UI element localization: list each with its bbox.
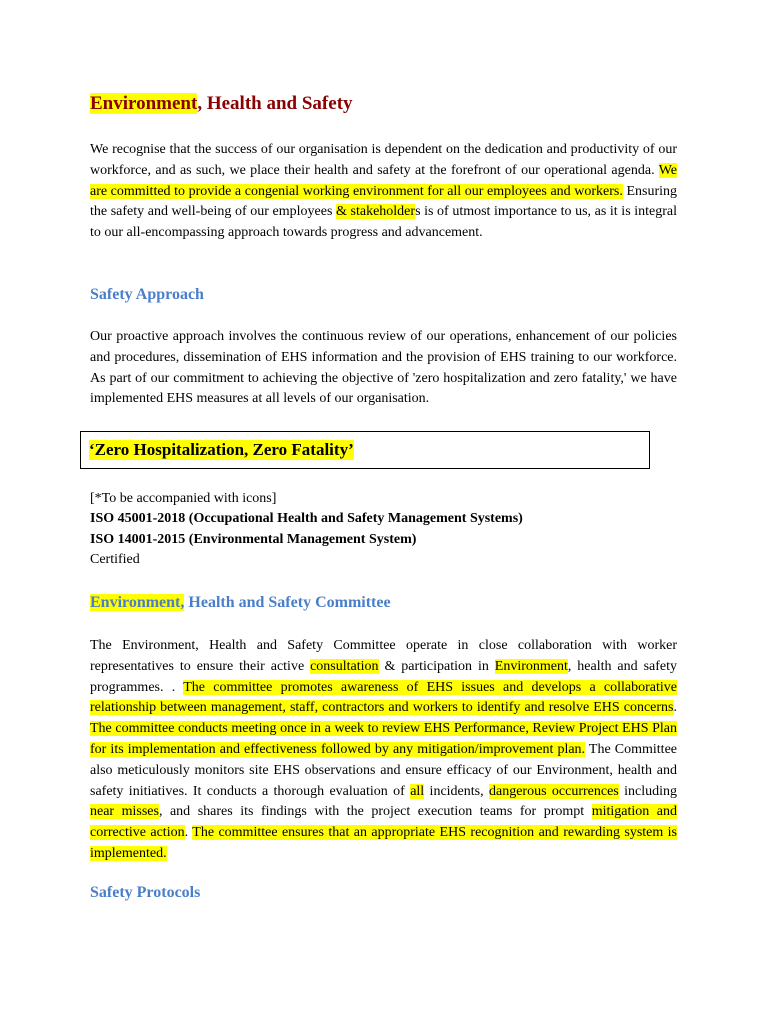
committee-text-8: , and shares its findings with the project execution teams for prompt: [158, 804, 592, 820]
callout-text: ‘Zero Hospitalization, Zero Fatality’: [89, 440, 354, 459]
committee-highlight-7: near misses: [90, 804, 159, 820]
committee-highlight-8: mitigation and corrective action: [90, 804, 677, 841]
committee-text-6: incidents,: [424, 783, 489, 799]
iso-45001: ISO 45001-2018 (Occupational Health and Safety Management Systems): [90, 511, 523, 527]
intro-text-2: Ensuring the safety and well-being of our employees: [90, 183, 677, 220]
committee-highlight-4: The committee conducts meeting once in a week to review EHS Performance, Review Project EHS Plan for its implementation and effectiveness followed by any mitigation/improvement plan.: [90, 721, 677, 757]
safety-approach-heading: Safety Approach: [90, 286, 204, 303]
committee-highlight-3: The committee promotes awareness of EHS issues and develops a collaborative relationship between management, staff, contractors and workers to identify and resolve EHS concerns: [90, 679, 677, 716]
committee-highlight-1: consultation: [310, 658, 379, 674]
safety-protocols-heading: Safety Protocols: [90, 884, 201, 901]
committee-text-9: .: [184, 825, 193, 841]
main-heading-highlight: Environment: [90, 93, 198, 114]
intro-highlight-1: We are committed to provide a congenial working environment for all our employees and workers.: [90, 162, 677, 199]
callout-box: [80, 431, 650, 469]
committee-text-4: .: [673, 700, 677, 716]
intro-paragraph: [90, 140, 677, 244]
committee-heading-highlight: Environment,: [90, 594, 185, 611]
committee-heading-rest: Health and Safety Committee: [184, 594, 391, 611]
committee-highlight-6: dangerous occurrences: [488, 783, 619, 799]
intro-text-3: s is of utmost importance to us, as it is integral to our all-encompassing approach towards progress and advancement.: [90, 204, 678, 241]
main-heading: [90, 93, 353, 115]
main-heading-rest: , Health and Safety: [197, 93, 353, 114]
committee-paragraph: [90, 636, 677, 865]
committee-highlight-9: The committee ensures that an appropriate EHS recognition and rewarding system is implemented.: [90, 825, 678, 861]
intro-text-1: We recognise that the success of our organisation is dependent on the dedication and productivity of our workforce, and as such, we place their health and safety at the forefront of our operational agenda.: [90, 142, 677, 178]
intro-highlight-2: & stakeholder: [336, 204, 416, 220]
committee-text-1: The Environment, Health and Safety Committee operate in close collaboration with worker representatives to ensure their active: [90, 638, 677, 674]
certifications-block: [90, 489, 523, 570]
certified-label: Certified: [90, 551, 140, 567]
committee-text-3: , health and safety programmes. .: [90, 658, 677, 695]
committee-text-2: & participation in: [378, 658, 495, 674]
iso-14001: ISO 14001-2015 (Environmental Management System): [90, 531, 417, 547]
committee-text-5: The Committee also meticulously monitors site EHS observations and ensure efficacy of our Environment, health and safety initiatives. It conducts a thorough evaluation of: [90, 741, 677, 799]
committee-text-7: including: [618, 783, 678, 799]
committee-highlight-2: Environment: [494, 658, 568, 674]
committee-highlight-5: all: [410, 783, 425, 799]
committee-heading: [90, 594, 391, 612]
certifications-note: [*To be accompanied with icons]: [90, 491, 277, 506]
safety-approach-paragraph: Our proactive approach involves the continuous review of our operations, enhancement of our policies and procedures, dissemination of EHS information and the provision of EHS training to our workforce. As part of our commitment to achieving the objective of 'zero hospitalization and zero fatality,' we have implemented EHS measures at all levels of our organisation.: [90, 329, 677, 407]
